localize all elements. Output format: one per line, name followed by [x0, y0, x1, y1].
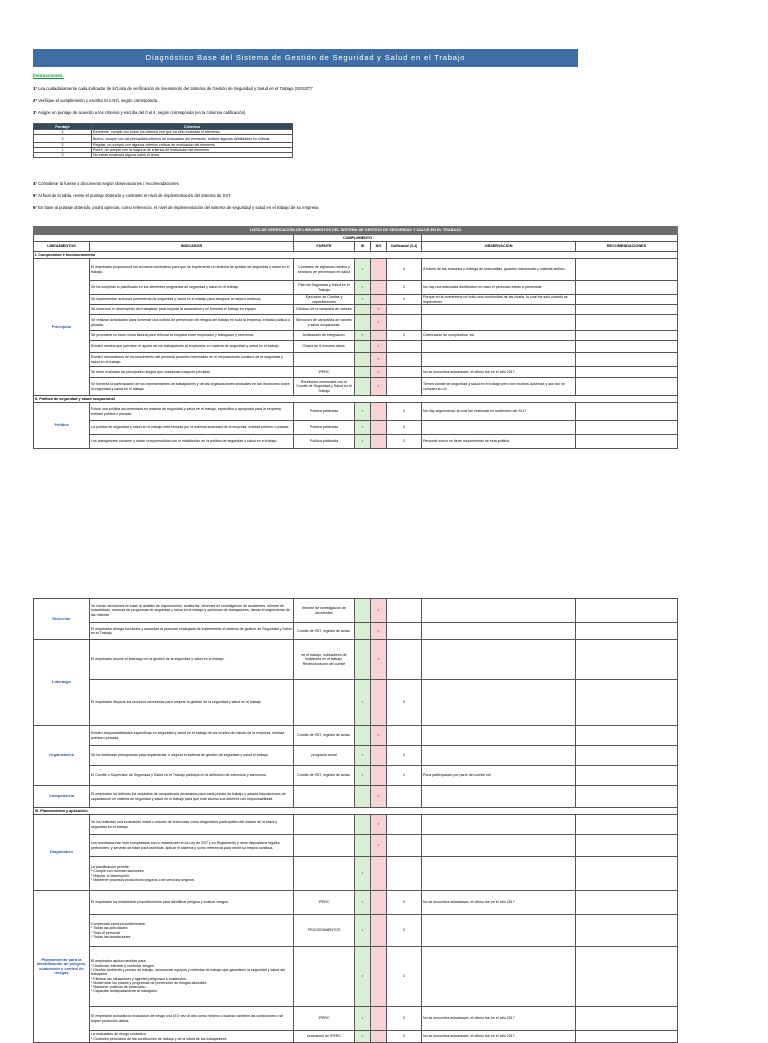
checklist-row [34, 341, 678, 353]
fuente-cell[interactable] [294, 680, 355, 726]
no-cell[interactable] [371, 1031, 387, 1043]
recomendaciones-cell[interactable] [576, 746, 678, 766]
recomendaciones-cell[interactable] [576, 599, 678, 623]
indicador-cell: El empleador delega funciones y autoridad al personal encargado de implementar el sistema de gestión de Seguridad y Salud en el Trabajo. [90, 623, 294, 640]
indicador-cell: Se toman decisiones en base al análisis de inspecciones, auditorías, informes de investigación de accidentes, informe de estadísticas, avances de programas de seguridad y salud en el trabajo y opiniones de trabajadores, dando el seguimiento de las mismas. [90, 599, 294, 623]
section-title: II. Política de seguridad y salud ocupacional [34, 396, 678, 403]
calificacion-cell[interactable]: 1 [387, 295, 422, 305]
checklist-row [34, 421, 678, 435]
si-cell[interactable] [355, 640, 371, 680]
checklist-row [34, 815, 678, 835]
indicador-cell: El empleador ha establecido procedimientos para identificar peligros y evaluar riesgos. [90, 891, 294, 915]
recomendaciones-cell[interactable] [576, 1007, 678, 1031]
checklist-row [34, 353, 678, 367]
instruction-step-text: Considerar la fuente o documento según observaciones / recomendaciones. [38, 181, 180, 186]
si-cell[interactable] [355, 367, 371, 378]
si-cell[interactable]: x [355, 331, 371, 341]
header-recomendaciones: RECOMENDACIONES [576, 242, 678, 252]
page-title-banner: Diagnóstico Base del Sistema de Gestión de Seguridad y Salud en el Trabajo [33, 49, 578, 67]
observacion-cell[interactable]: Celebracion de cumpleaños, etc [422, 331, 576, 341]
calificacion-cell[interactable] [387, 623, 422, 640]
si-cell[interactable]: x [355, 281, 371, 295]
instruction-step-number: 1° [33, 86, 38, 91]
scale-row [34, 135, 293, 143]
recomendaciones-cell[interactable] [576, 281, 678, 295]
si-cell[interactable] [355, 353, 371, 367]
indicador-cell: Se ha cumplido lo planificado en los diferentes programas de seguridad y salud en el trabajo. [90, 281, 294, 295]
fuente-cell[interactable]: en el trabajo. Indicadores de incidentes en el trabajo. Restructuración del comité [294, 640, 355, 680]
checklist-row [34, 680, 678, 726]
recomendaciones-cell[interactable] [576, 331, 678, 341]
observacion-cell[interactable] [422, 947, 576, 1007]
observacion-cell[interactable] [422, 915, 576, 947]
indicador-cell: Se ha destinado presupuesto para implementar o mejorar el sistema de gestión de seguridad y salud el trabajo. [90, 746, 294, 766]
instruction-step-text: En base al puntaje obtenido, podrá apreciar, como referencia, el nivel de implementación del sistema de seguridad y salud en el trabajo de su empresa [38, 205, 319, 210]
si-cell[interactable] [355, 599, 371, 623]
calificacion-cell[interactable]: 1 [387, 766, 422, 786]
fuente-cell[interactable]: Política publicada [294, 435, 355, 449]
header-indicador: INDICADOR [90, 242, 294, 252]
calificacion-cell[interactable]: 3 [387, 680, 422, 726]
observacion-cell[interactable] [422, 726, 576, 746]
observacion-cell[interactable] [422, 680, 576, 726]
indicador-cell: El Comité o Supervisor de Seguridad y Salud en el Trabajo participa en la definición de estímulos y sanciones. [90, 766, 294, 786]
recomendaciones-cell[interactable] [576, 367, 678, 378]
instruction-step [33, 205, 318, 211]
fuente-cell[interactable]: IPERC [294, 367, 355, 378]
si-cell[interactable] [355, 305, 371, 315]
instruction-step-number: 3° [33, 110, 38, 115]
section-header-row [34, 808, 678, 815]
instruction-step [33, 98, 158, 104]
no-cell[interactable]: x [371, 378, 387, 396]
section-title: I. Compromiso e Involucramiento [34, 252, 678, 259]
instructions-heading: Instrucciones: [33, 73, 64, 78]
no-cell[interactable]: x [371, 305, 387, 315]
observacion-cell[interactable] [422, 746, 576, 766]
header-no: NO [371, 242, 387, 252]
fuente-cell[interactable] [294, 857, 355, 891]
no-cell[interactable] [371, 857, 387, 891]
lineamiento-label: Organización [34, 726, 90, 786]
recomendaciones-cell[interactable] [576, 786, 678, 808]
no-cell[interactable] [371, 947, 387, 1007]
no-cell[interactable]: x [371, 835, 387, 857]
calificacion-cell[interactable] [387, 315, 422, 331]
recomendaciones-cell[interactable] [576, 766, 678, 786]
indicador-cell: Se realizan actividades para fomentar una cultura de prevención de riesgos del trabajo en toda la empresa, entidad pública o privada. [90, 315, 294, 331]
si-cell[interactable]: x [355, 295, 371, 305]
instruction-step [33, 193, 231, 199]
no-cell[interactable]: x [371, 341, 387, 353]
recomendaciones-cell[interactable] [576, 435, 678, 449]
scale-header-criteria: Criterios [92, 124, 293, 130]
observacion-cell[interactable] [422, 341, 576, 353]
lineamiento-label: Dirección [34, 599, 90, 640]
si-cell[interactable]: x [355, 857, 371, 891]
checklist-title: LISTA DE VERIFICACIÓN DE LINEAMIENTOS DEL SISTEMA DE GESTIÓN DE SEGURIDAD Y SALUD EN EL TRABAJO [34, 227, 678, 235]
observacion-cell[interactable]: Personal nuevo no tiene conocimiento de esta política. [422, 435, 576, 449]
header-si: SI [355, 242, 371, 252]
fuente-cell[interactable] [294, 815, 355, 835]
si-cell[interactable] [355, 835, 371, 857]
cumplimiento-header: CUMPLIMIENTO [294, 235, 422, 242]
recomendaciones-cell[interactable] [576, 295, 678, 305]
observacion-cell[interactable] [422, 640, 576, 680]
indicador-cell: La política de seguridad y salud en el trabajo está firmada por la máxima autoridad de la empresa, entidad pública o privada. [90, 421, 294, 435]
no-cell[interactable] [371, 891, 387, 915]
scale-criteria: Excelente, cumple con todos los criterios con que ha sido evaluado el elemento [92, 130, 293, 135]
calificacion-cell[interactable]: 3 [387, 421, 422, 435]
fuente-cell[interactable] [294, 835, 355, 857]
section-header-row [34, 396, 678, 403]
checklist-row [34, 746, 678, 766]
scale-score: 1 [34, 148, 92, 153]
indicador-cell: Se implementan acciones preventivas de seguridad y salud en el trabajo para asegurar la mejora continua. [90, 295, 294, 305]
calificacion-cell[interactable] [387, 640, 422, 680]
instruction-step-number: 4° [33, 181, 38, 186]
no-cell[interactable] [371, 331, 387, 341]
observacion-cell[interactable] [422, 315, 576, 331]
checklist-row [34, 623, 678, 640]
no-cell[interactable] [371, 915, 387, 947]
section-title: III. Planeamiento y aplicación [34, 808, 678, 815]
si-cell[interactable] [355, 378, 371, 396]
fuente-cell[interactable]: Informe de investigación de accidentes [294, 599, 355, 623]
si-cell[interactable] [355, 786, 371, 808]
indicador-cell: Se promueve un buen clima laboral para reforzar la empatía entre empleador y trabajador y viceversa. [90, 331, 294, 341]
lineamiento-label: Política [34, 403, 90, 449]
scale-score: 4 [34, 130, 92, 135]
checklist-row [34, 378, 678, 396]
si-cell[interactable] [355, 726, 371, 746]
checklist-row [34, 947, 678, 1007]
si-cell[interactable] [355, 815, 371, 835]
no-cell[interactable] [371, 281, 387, 295]
si-cell[interactable]: x [355, 1007, 371, 1031]
si-cell[interactable]: x [355, 915, 371, 947]
no-cell[interactable]: x [371, 815, 387, 835]
checklist-row [34, 1031, 678, 1043]
observacion-cell[interactable]: No se encuentra actualizado, el ultimo fue en el año 2017 [422, 367, 576, 378]
checklist-table-part2 [33, 598, 678, 1043]
instruction-step-text: Lea cuidadosamente cada indicador de la"Lista de verificación de lineamiento del Sistema de Gestión de Seguridad y Salud en el Trabajo (SGSST)" [38, 86, 314, 91]
scale-header-score: Puntaje [34, 124, 92, 130]
observacion-cell[interactable]: Porque en la cuarentena no hubo una continuidad de las charla, la cual fue solo cuando se implemento. [422, 295, 576, 305]
fuente-cell[interactable]: IPERC [294, 1007, 355, 1031]
recomendaciones-cell[interactable] [576, 353, 678, 367]
calificacion-cell[interactable]: 2 [387, 915, 422, 947]
indicador-cell: El empleador aplica medidas para: * Gestionar, eliminar y controlar riesgos. * Diseñar ambiente y puesto de trabajo, seleccionar equipos y métodos de trabajo que garanticen la seguridad y salud del trabajador. * Eliminar las situaciones y agentes peligrosos o sustituirlos. * Modernizar los planes y programas de prevención de riesgos laborales * Mantener políticas de protección. * Capacitar anticipadamente al trabajador. [90, 947, 294, 1007]
lineamiento-label: Liderazgo [34, 640, 90, 726]
indicador-cell: El empleador dispone los recursos necesarios para mejorar la gestión de la seguridad y salud en el trabajo. [90, 680, 294, 726]
calificacion-cell[interactable]: 2 [387, 1007, 422, 1031]
calificacion-cell[interactable]: 2 [387, 331, 422, 341]
checklist-row [34, 435, 678, 449]
instruction-step-text: Al final de la tabla, revise el puntaje obtenido y contraste el nivel de implementación del sistema de SST. [37, 193, 232, 198]
checklist-row [34, 1007, 678, 1031]
si-cell[interactable]: x [355, 421, 371, 435]
no-cell[interactable] [371, 1007, 387, 1031]
checklist-row [34, 403, 678, 421]
fuente-cell[interactable]: Comité de SST, registro de actas. [294, 623, 355, 640]
checklist-row [34, 786, 678, 808]
instruction-step [33, 181, 180, 187]
checklist-row [34, 367, 678, 378]
calificacion-cell[interactable] [387, 341, 422, 353]
observacion-cell[interactable] [422, 623, 576, 640]
fuente-cell[interactable]: evaluación de IPERC [294, 1031, 355, 1043]
calificacion-cell[interactable] [387, 305, 422, 315]
no-cell[interactable] [371, 259, 387, 281]
instruction-step-number: 2° [33, 98, 38, 103]
recomendaciones-cell[interactable] [576, 835, 678, 857]
no-cell[interactable]: x [371, 315, 387, 331]
calificacion-cell[interactable]: 4 [387, 259, 422, 281]
calificacion-cell[interactable]: 2 [387, 435, 422, 449]
calificacion-cell[interactable] [387, 835, 422, 857]
recomendaciones-cell[interactable] [576, 403, 678, 421]
indicador-cell: La evaluación de riesgo considera: * Controles periódicos de las condiciones de trabajo y de la salud de los trabajadores. [90, 1031, 294, 1043]
fuente-cell[interactable]: Ejecucion de campañas de valores y salud ocupacional. [294, 315, 355, 331]
recomendaciones-cell[interactable] [576, 1031, 678, 1043]
indicador-cell: La planificación permite: * Cumplir con normas nacionales * Mejorar el desempeño * Mantener procesos productivos seguros o de servicios seguros [90, 857, 294, 891]
recomendaciones-cell[interactable] [576, 421, 678, 435]
scale-score: 0 [34, 153, 92, 158]
calificacion-cell[interactable]: 2 [387, 891, 422, 915]
observacion-cell[interactable] [422, 835, 576, 857]
indicador-cell: Los trabajadores conocen y están comprometidos con lo establecido en la política de seguridad y salud en el trabajo. [90, 435, 294, 449]
fuente-cell[interactable]: Plan de Seguridad y Salud en el Trabajo [294, 281, 355, 295]
fuente-cell[interactable]: Comité de SST, registro de actas. [294, 766, 355, 786]
indicador-cell: Se ha realizado una evaluación inicial o estudio de línea base como diagnóstico participativo del estado de la salud y seguridad en el trabajo. [90, 815, 294, 835]
recomendaciones-cell[interactable] [576, 341, 678, 353]
si-cell[interactable]: x [355, 435, 371, 449]
scale-criteria: Regular, no cumple con algunos criterios críticos de evaluación del elemento [92, 143, 293, 148]
observacion-cell[interactable]: Poca participacion por parte del comité sst [422, 766, 576, 786]
checklist-row [34, 857, 678, 891]
recomendaciones-cell[interactable] [576, 857, 678, 891]
si-cell[interactable]: x [355, 947, 371, 1007]
scale-criteria: Pobre, no cumple con la mayoría de criterios de evaluación del elemento [92, 148, 293, 153]
calificacion-cell[interactable] [387, 599, 422, 623]
recomendaciones-cell[interactable] [576, 891, 678, 915]
observacion-cell[interactable]: No hay seguimiento, la cual fue realizada en noviembre del 2017 [422, 403, 576, 421]
indicador-cell: El empleador proporciona los recursos necesarios para que se implemente un sistema de gestión de seguridad y salud en el trabajo. [90, 259, 294, 281]
calificacion-cell[interactable] [387, 815, 422, 835]
fuente-cell[interactable] [294, 786, 355, 808]
indicador-cell: Comprende estos procedimientos: * Todas las actividades * Todo el personal * Todas las instalaciones [90, 915, 294, 947]
fuente-cell[interactable]: programa anual [294, 746, 355, 766]
checklist-row [34, 259, 678, 281]
observacion-cell[interactable]: A traves de las encuesta y entrega de mascarillas, guantes mameruala y material acrilico. [422, 259, 576, 281]
si-cell[interactable] [355, 341, 371, 353]
indicador-cell: Existen medios que permiten el aporte de los trabajadores al empleador en materia de seguridad y salud en el trabajo. [90, 341, 294, 353]
recomendaciones-cell[interactable] [576, 315, 678, 331]
checklist-row [34, 281, 678, 295]
fuente-cell[interactable]: Actividades de integracion. [294, 331, 355, 341]
header-fuente: FUENTE [294, 242, 355, 252]
recomendaciones-cell[interactable] [576, 623, 678, 640]
calificacion-cell[interactable]: 2 [387, 746, 422, 766]
checklist-row [34, 835, 678, 857]
indicador-cell: El empleador asume el liderazgo en la gestión de la seguridad y salud en el trabajo. [90, 640, 294, 680]
indicador-cell: Se tiene evaluado los principales riesgos que ocasionan mayores pérdidas. [90, 367, 294, 378]
si-cell[interactable]: x [355, 403, 371, 421]
indicador-cell: Se reconoce el desempeño del trabajador para mejorar la autoestima y se fomenta el trabajo en equipo. [90, 305, 294, 315]
checklist-row [34, 726, 678, 746]
fuente-cell[interactable]: Política publicada [294, 403, 355, 421]
si-cell[interactable] [355, 315, 371, 331]
indicador-cell: El empleador actualiza la evaluación de riesgo una (01) vez al año como mínimo o cuando cambien las condiciones o se hayan producido daños. [90, 1007, 294, 1031]
instruction-step-text: Verifique el cumplimiento y escriba SI o NO, según corresponda. [38, 98, 159, 103]
recomendaciones-cell[interactable] [576, 915, 678, 947]
recomendaciones-cell[interactable] [576, 640, 678, 680]
scale-criteria: Bueno, cumple con los principales criterios de evaluación del elemento, existen algunas debilidades no críticas [92, 135, 293, 143]
calificacion-cell[interactable] [387, 353, 422, 367]
checklist-table-part1 [33, 226, 678, 449]
lineamiento-label: Diagnóstico [34, 815, 90, 891]
indicador-cell: El empleador ha definido los requisitos de competencia necesarios para cada puesto de trabajo y adopta disposiciones de capacitación en materia de seguridad y salud en el trabajo para que éste asuma sus deberes con responsabilidad. [90, 786, 294, 808]
calificacion-cell[interactable] [387, 786, 422, 808]
observacion-cell[interactable] [422, 857, 576, 891]
fuente-cell[interactable]: Charla de 5 minutos diaria. [294, 341, 355, 353]
checklist-row [34, 305, 678, 315]
calificacion-cell[interactable]: 2 [387, 1031, 422, 1043]
no-cell[interactable] [371, 435, 387, 449]
si-cell[interactable] [355, 623, 371, 640]
fuente-cell[interactable] [294, 947, 355, 1007]
no-cell[interactable] [371, 403, 387, 421]
fuente-cell[interactable]: Difusion de la campaña de valores [294, 305, 355, 315]
fuente-cell[interactable]: Comité de SST, registro de actas. [294, 726, 355, 746]
instruction-step-number: 6° [33, 205, 38, 210]
si-cell[interactable]: x [355, 1031, 371, 1043]
observacion-cell[interactable]: No hay una adecuada distribucion en caso el personal retruto a presencial. [422, 281, 576, 295]
observacion-cell[interactable]: No se encuentra actualizado, el ultimo fue en el año 2017 [422, 891, 576, 915]
checklist-row [34, 915, 678, 947]
header-observacion: OBSERVACIÓN [422, 242, 576, 252]
lineamiento-label: Competencia [34, 786, 90, 808]
recomendaciones-cell[interactable] [576, 259, 678, 281]
scale-row [34, 153, 293, 158]
si-cell[interactable]: x [355, 766, 371, 786]
indicador-cell: Existen responsabilidades específicas en seguridad y salud en el trabajo de los niveles de mando de la empresa, entidad pública o privada. [90, 726, 294, 746]
si-cell[interactable]: x [355, 746, 371, 766]
no-cell[interactable]: x [371, 353, 387, 367]
observacion-cell[interactable] [422, 305, 576, 315]
indicador-cell: Existe una política documentada en materia de seguridad y salud en el trabajo, específica y apropiada para la empresa, entidad pública o privada. [90, 403, 294, 421]
checklist-row [34, 315, 678, 331]
observacion-cell[interactable] [422, 599, 576, 623]
observacion-cell[interactable]: No se encuentra actualizado, el ultimo fue en el año 2017 [422, 1007, 576, 1031]
instruction-step [33, 110, 245, 116]
calificacion-cell[interactable]: 2 [387, 947, 422, 1007]
checklist-row [34, 640, 678, 680]
calificacion-cell[interactable] [387, 367, 422, 378]
calificacion-cell[interactable] [387, 857, 422, 891]
scale-score: 3 [34, 135, 92, 143]
no-cell[interactable] [371, 746, 387, 766]
instruction-step [33, 86, 313, 92]
instruction-step-text: Asigne un puntaje de acuerdo a los criterios y escriba del 0 al 4, según corresponda (en la columna calificación) [37, 110, 246, 115]
recomendaciones-cell[interactable] [576, 726, 678, 746]
observacion-cell[interactable] [422, 421, 576, 435]
checklist-row [34, 331, 678, 341]
fuente-cell[interactable] [294, 353, 355, 367]
calificacion-cell[interactable] [387, 378, 422, 396]
recomendaciones-cell[interactable] [576, 680, 678, 726]
indicador-cell: Los resultados han sido comparados con lo establecido en la Ley de SST y su Reglamento y otros dispositivos legales pertinentes, y servirán de base para planificar, aplicar el sistema y como referencia para medir su mejora continua. [90, 835, 294, 857]
si-cell[interactable]: x [355, 891, 371, 915]
section-header-row [34, 252, 678, 259]
fuente-cell[interactable]: IPERC [294, 891, 355, 915]
no-cell[interactable]: x [371, 786, 387, 808]
checklist-row [34, 766, 678, 786]
observacion-cell[interactable]: Tienen comité de seguridad y salud en el trabajo pero con muchas ausencia y aun asi no cumplen su rol [422, 378, 576, 396]
si-cell[interactable]: x [355, 680, 371, 726]
header-calificacion: Calificación (0-4) [387, 242, 422, 252]
indicador-cell: Se fomenta la participación de los representantes de trabajadores y de las organizaciones sindicales en las decisiones sobre la seguridad y salud en el trabajo. [90, 378, 294, 396]
scale-score: 2 [34, 143, 92, 148]
fuente-cell[interactable]: Contratos de vigilancia medica y servicios de prevension en salud [294, 259, 355, 281]
recomendaciones-cell[interactable] [576, 378, 678, 396]
checklist-row [34, 599, 678, 623]
calificacion-cell[interactable]: 2 [387, 281, 422, 295]
scoring-criteria-table [33, 123, 293, 158]
observacion-cell[interactable] [422, 353, 576, 367]
no-cell[interactable]: x [371, 623, 387, 640]
fuente-cell[interactable]: Reuniones mensuales con el Comité de Seguridad y Salud en el Trabajo [294, 378, 355, 396]
no-cell[interactable]: x [371, 367, 387, 378]
scale-criteria: No existe evidencia alguna sobre el tema [92, 153, 293, 158]
recomendaciones-cell[interactable] [576, 305, 678, 315]
no-cell[interactable]: x [371, 640, 387, 680]
indicador-cell: Existen mecanismos de reconocimiento del personal proactivo interesado en el mejoramiento continuo de la seguridad y salud en el trabajo. [90, 353, 294, 367]
no-cell[interactable]: x [371, 726, 387, 746]
fuente-cell[interactable]: Ejecucion de Charlas y capacitaciones [294, 295, 355, 305]
si-cell[interactable]: x [355, 259, 371, 281]
fuente-cell[interactable]: PROCEDIMIENTOS [294, 915, 355, 947]
checklist-row [34, 295, 678, 305]
fuente-cell[interactable]: Política publicada [294, 421, 355, 435]
lineamiento-label: Planeamiento para la identificación de peligros, evaluación y control de riesgos [34, 891, 90, 1043]
calificacion-cell[interactable] [387, 726, 422, 746]
header-lineamientos: LINEAMIENTOS [34, 242, 90, 252]
lineamiento-label: Principios [34, 259, 90, 396]
observacion-cell[interactable] [422, 815, 576, 835]
no-cell[interactable] [371, 766, 387, 786]
calificacion-cell[interactable]: 2 [387, 403, 422, 421]
observacion-cell[interactable] [422, 786, 576, 808]
no-cell[interactable]: x [371, 599, 387, 623]
recomendaciones-cell[interactable] [576, 815, 678, 835]
recomendaciones-cell[interactable] [576, 947, 678, 1007]
no-cell[interactable] [371, 295, 387, 305]
checklist-row [34, 891, 678, 915]
no-cell[interactable] [371, 680, 387, 726]
no-cell[interactable] [371, 421, 387, 435]
instruction-step-number: 5° [33, 193, 38, 198]
observacion-cell[interactable]: No se encuentra actualizado, el ultimo fue en el año 2017 [422, 1031, 576, 1043]
